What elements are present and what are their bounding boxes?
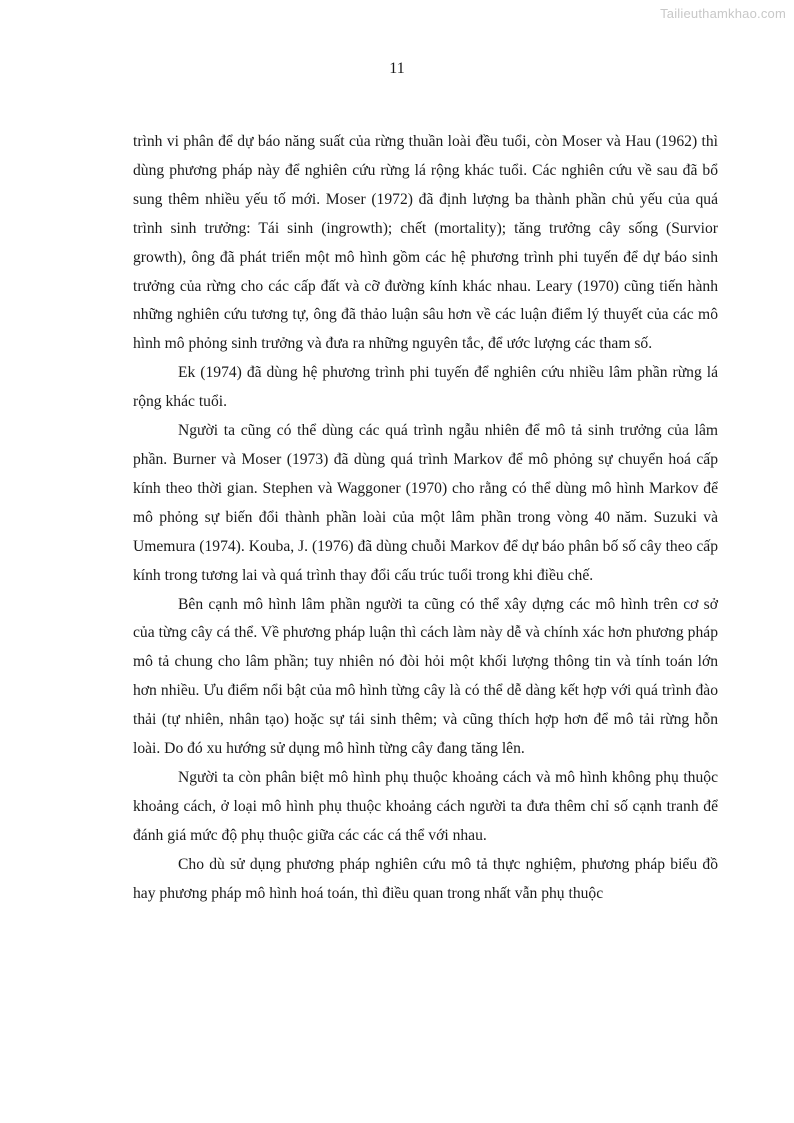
- paragraph: Người ta còn phân biệt mô hình phụ thuộc khoảng cách và mô hình không phụ thuộc khoảng cách, ở loại mô hình phụ thuộc khoảng cách người ta đưa thêm chỉ số cạnh tranh để đánh giá mức độ phụ thuộc giữa các các cá thể với nhau.: [133, 768, 718, 844]
- paragraph: Cho dù sử dụng phương pháp nghiên cứu mô tả thực nghiệm, phương pháp biểu đồ hay phương pháp mô hình hoá toán, thì điều quan trong nhất vẫn phụ thuộc: [133, 855, 718, 902]
- document-body: [133, 128, 718, 908]
- watermark-text: Tailieuthamkhao.com: [660, 6, 786, 21]
- paragraph: Bên cạnh mô hình lâm phần người ta cũng có thể xây dựng các mô hình trên cơ sở của từng cây cá thể. Về phương pháp luận thì cách làm này dễ và chính xác hơn phương pháp mô tả chung cho lâm phần; tuy nhiên nó đòi hỏi một khối lượng thông tin và tính toán lớn hơn nhiều. Ưu điểm nổi bật của mô hình từng cây là có thể dễ dàng kết hợp với quá trình đào thải (tự nhiên, nhân tạo) hoặc sự tái sinh thêm; và cũng thích hợp hơn để mô tải rừng hỗn loài. Do đó xu hướng sử dụng mô hình từng cây đang tăng lên.: [133, 595, 718, 758]
- paragraph: Ek (1974) đã dùng hệ phương trình phi tuyến để nghiên cứu nhiều lâm phần rừng lá rộng khác tuổi.: [133, 364, 718, 411]
- page-number: 11: [389, 60, 405, 77]
- paragraph: trình vi phân để dự báo năng suất của rừng thuần loài đều tuổi, còn Moser và Hau (1962) thì dùng phương pháp này để nghiên cứu rừng lá rộng khác tuổi. Các nghiên cứu về sau đã bổ sung thêm nhiều yếu tố mới. Moser (1972) đã định lượng ba thành phần chủ yếu của quá trình sinh trưởng: Tái sinh (ingrowth); chết (mortality); tăng trưởng cây sống (Survior growth), ông đã phát triển một mô hình gồm các hệ phương trình phi tuyến để dự báo sinh trưởng của rừng cho các cấp đất và cỡ đường kính khác nhau. Leary (1970) cũng tiến hành những nghiên cứu tương tự, ông đã thảo luận sâu hơn về các luận điểm lý thuyết của các mô hình mô phỏng sinh trưởng và đưa ra những nguyên tắc, để ước lượng các tham số.: [133, 133, 718, 353]
- paragraph: Người ta cũng có thể dùng các quá trình ngẫu nhiên để mô tả sinh trưởng của lâm phần. Burner và Moser (1973) đã dùng quá trình Markov để mô phỏng sự chuyển hoá cấp kính theo thời gian. Stephen và Waggoner (1970) cho rằng có thể dùng mô hình Markov để mô phỏng sự biến đổi thành phần loài của một lâm phần trong vòng 40 năm. Suzuki và Umemura (1974). Kouba, J. (1976) đã dùng chuỗi Markov để dự báo phân bố số cây theo cấp kính trong tương lai và quá trình thay đổi cấu trúc tuổi trong khi điều chế.: [133, 422, 718, 584]
